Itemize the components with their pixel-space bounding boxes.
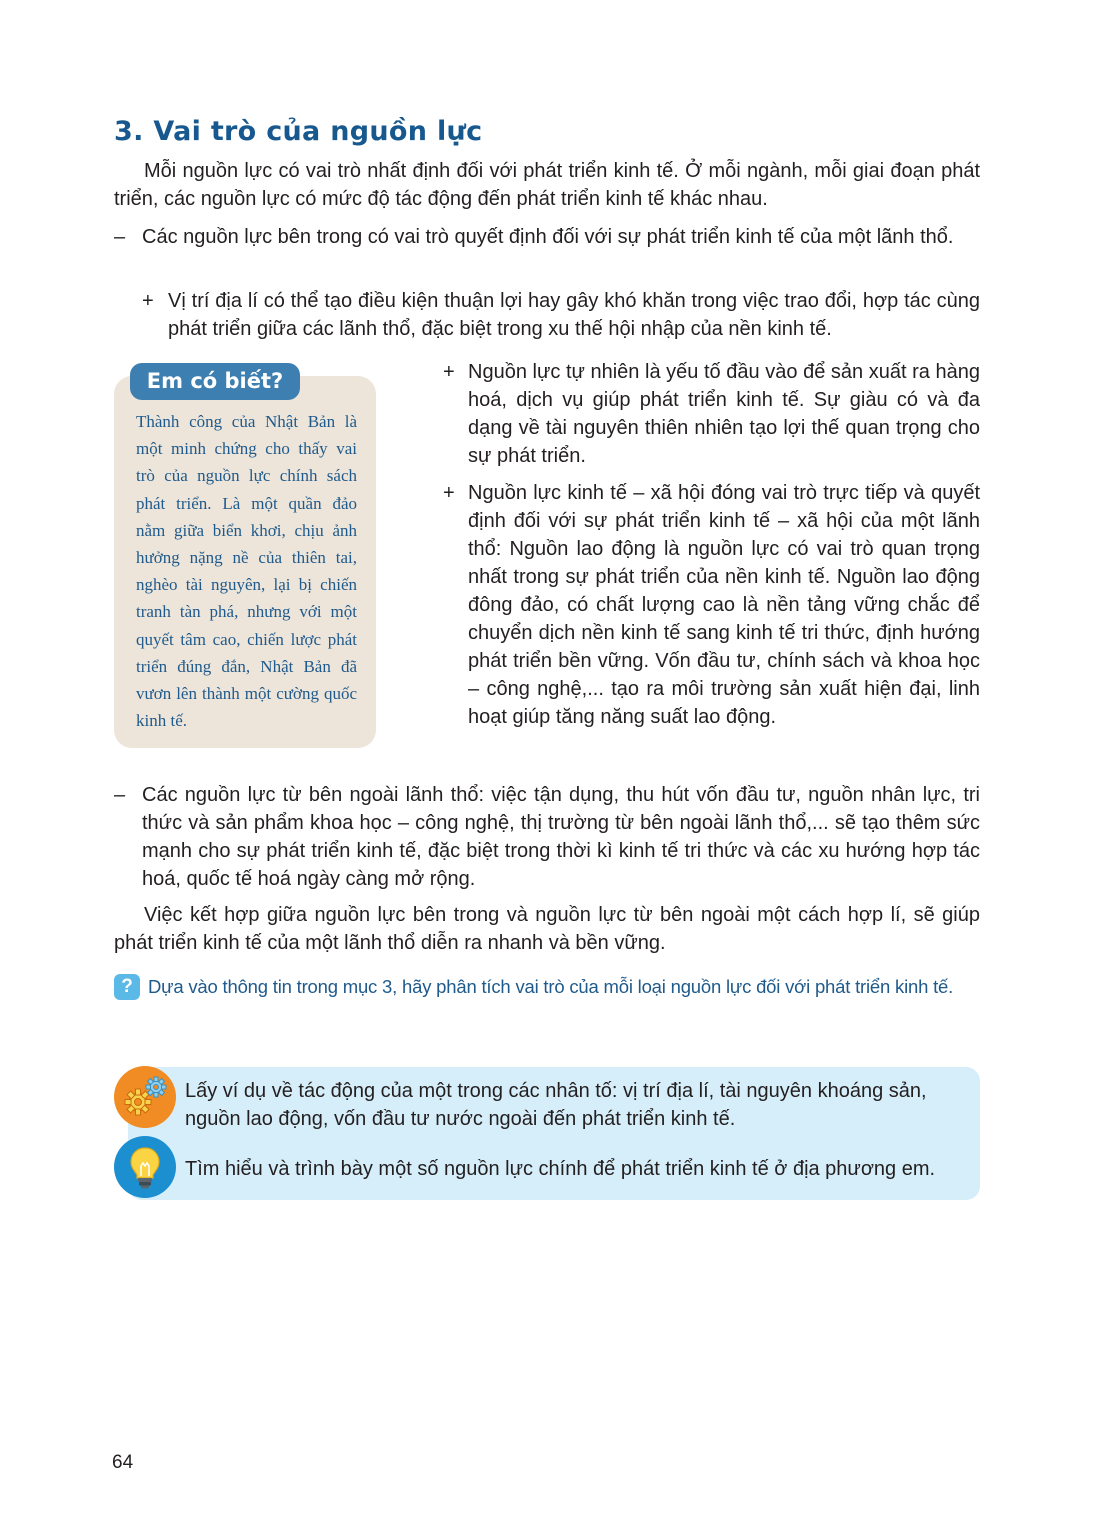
section-heading: 3. Vai trò của nguồn lực — [114, 116, 483, 147]
external-resources-text: Các nguồn lực từ bên ngoài lãnh thổ: việc tận dụng, thu hút vốn đầu tư, nguồn nhân lực, tri thức và sản phẩm khoa học – công nghệ, thị trường từ bên ngoài lãnh thổ,... sẽ tạo thêm sức mạnh cho sự phát triển kinh tế, đặc biệt trong thời kì kinh tế tri thức và các xu hướng hợp tác hoá, quốc tế hoá ngày càng mở rộng. — [142, 784, 980, 890]
external-dash-bullet: – — [114, 784, 126, 806]
socioeconomic-resources-text: Nguồn lực kinh tế – xã hội đóng vai trò trực tiếp và quyết định đối với sự phát triển kinh tế – xã hội của một lãnh thổ: Nguồn lao động là nguồn lực có vai trò quan trọng nhất trong sự phát triển của nền kinh tế. Nguồn lao động đông đảo, có chất lượng cao là nền tảng vững chắc để chuyển dịch nền kinh tế sang kinh tế tri thức, định hướng phát triển bền vững. Vốn đầu tư, chính sách và khoa học – công nghệ,... tạo ra môi trường sản xuất hiện đại, linh hoạt giúp tăng năng suất lao động. — [468, 482, 980, 728]
lightbulb-icon — [114, 1136, 176, 1198]
location-text: Vị trí địa lí có thể tạo điều kiện thuận lợi hay gây khó khăn trong việc trao đổi, hợp tác cùng phát triển giữa các lãnh thổ, đặc biệt trong xu thế hội nhập của nền kinh tế. — [168, 290, 980, 340]
gears-icon — [114, 1066, 176, 1128]
did-you-know-text: Thành công của Nhật Bản là một minh chứng cho thấy vai trò của nguồn lực chính sách phát triển. Là một quần đảo nằm giữa biển khơi, chịu ảnh hưởng nặng nề của thiên tai, nghèo tài nguyên, lại bị chiến tranh tàn phá, nhưng với một quyết tâm cao, chiến lược phát triển đúng đắn, Nhật Bản đã vươn lên thành một cường quốc kinh tế. — [136, 412, 357, 731]
plus-bullet-socioeconomic: + — [443, 482, 455, 504]
intro-paragraph — [114, 157, 980, 213]
question-icon: ? — [114, 974, 140, 1000]
conclusion-paragraph — [114, 901, 980, 957]
natural-resources-text: Nguồn lực tự nhiên là yếu tố đầu vào để sản xuất ra hàng hoá, dịch vụ giúp phát triển kinh tế. Sự giàu có và đa dạng về tài nguyên thiên nhiên tạo lợi thế quan trọng cho sự phát triển. — [468, 361, 980, 467]
plus-bullet-location: + — [142, 290, 154, 312]
did-you-know-title: Em có biết? — [130, 363, 300, 400]
plus-bullet-natural: + — [443, 361, 455, 383]
page-number: 64 — [112, 1452, 134, 1473]
intro-text: Mỗi nguồn lực có vai trò nhất định đối với phát triển kinh tế. Ở mỗi ngành, mỗi giai đoạn phát triển, các nguồn lực có mức độ tác động đến phát triển kinh tế khác nhau. — [114, 160, 980, 210]
question-text: Dựa vào thông tin trong mục 3, hãy phân tích vai trò của mỗi loại nguồn lực đối với phát triển kinh tế. — [148, 976, 954, 997]
activity-text-1: Lấy ví dụ về tác động của một trong các nhân tố: vị trí địa lí, tài nguyên khoáng sản, nguồn lao động, vốn đầu tư nước ngoài đến phát triển kinh tế. — [185, 1080, 927, 1130]
conclusion-text: Việc kết hợp giữa nguồn lực bên trong và nguồn lực từ bên ngoài một cách hợp lí, sẽ giúp phát triển kinh tế của một lãnh thổ diễn ra nhanh và bền vững. — [114, 904, 980, 954]
internal-resources-text: Các nguồn lực bên trong có vai trò quyết định đối với sự phát triển kinh tế của một lãnh thổ. — [142, 226, 954, 248]
internal-dash-bullet: – — [114, 226, 126, 248]
activity-text-2: Tìm hiểu và trình bày một số nguồn lực chính để phát triển kinh tế ở địa phương em. — [185, 1158, 936, 1180]
